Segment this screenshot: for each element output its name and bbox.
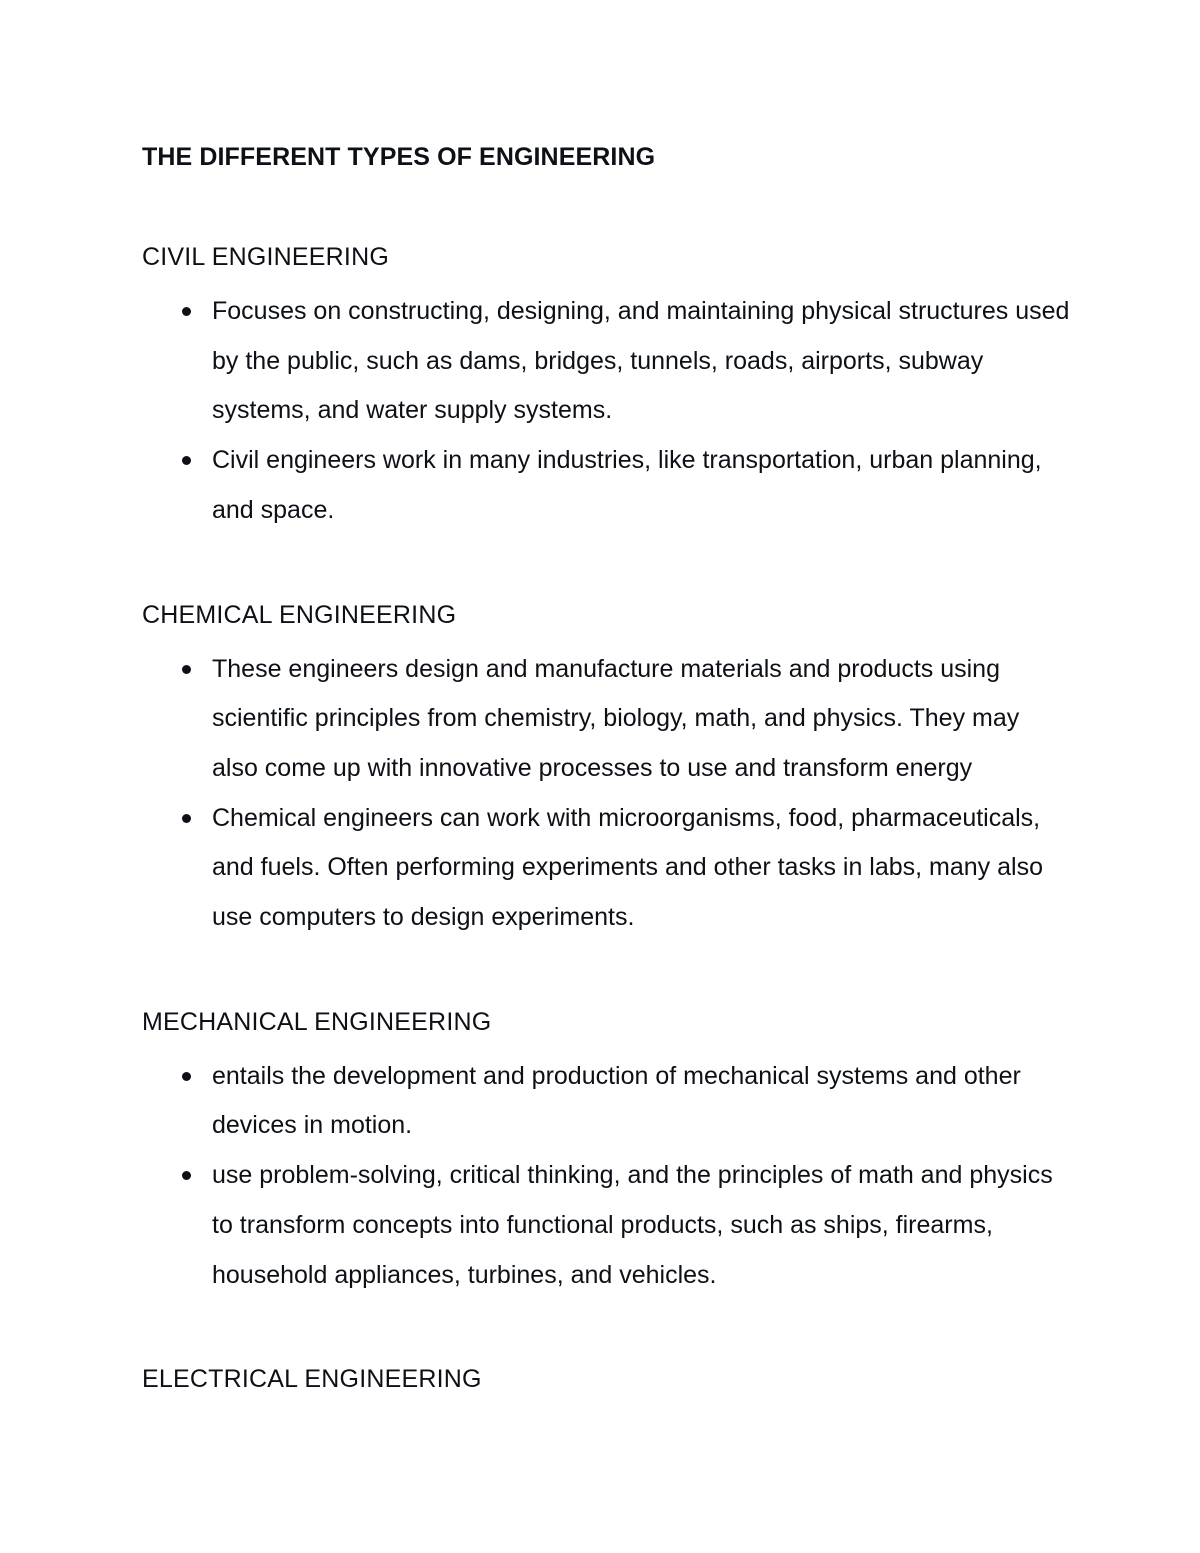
document-page: [142, 138, 1070, 1398]
section-heading: CIVIL ENGINEERING: [142, 243, 389, 271]
bullet-list: [142, 287, 1070, 536]
list-item-text: Focuses on constructing, designing, and maintaining physical structures used by the public, such as dams, bridges, tunnels, roads, airports, subway systems, and water supply systems.: [212, 297, 1070, 425]
bullet-icon: [182, 814, 191, 823]
bullet-list: [142, 1052, 1062, 1301]
section-heading: MECHANICAL ENGINEERING: [142, 1007, 492, 1036]
bullet-icon: [182, 665, 191, 674]
document-title: THE DIFFERENT TYPES OF ENGINEERING: [142, 143, 656, 171]
list-item-text: use problem-solving, critical thinking, and the principles of math and physics to transform concepts into functional products, such as ships, firearms, household appliances, turbines, and vehicles.: [212, 1161, 1053, 1289]
list-item: [142, 1151, 1072, 1300]
section-heading: ELECTRICAL ENGINEERING: [142, 1365, 482, 1394]
section-mechanical-engineering: [142, 1003, 1062, 1301]
list-item-text: These engineers design and manufacture materials and products using scientific principles from chemistry, biology, math, and physics. They may also come up with innovative processes to use and transform energy: [212, 654, 1020, 782]
bullet-icon: [182, 1072, 191, 1081]
list-item-text: entails the development and production of mechanical systems and other devices in motion.: [212, 1061, 1021, 1140]
bullet-icon: [182, 1171, 191, 1180]
section-civil-engineering: [142, 238, 1070, 536]
list-item-text: Chemical engineers can work with microorganisms, food, pharmaceuticals, and fuels. Often performing experiments and other tasks in labs, many also use computers to design experiments.: [212, 803, 1043, 932]
list-item: [142, 794, 1072, 943]
section-heading: CHEMICAL ENGINEERING: [142, 600, 457, 629]
bullet-list: [142, 645, 1062, 943]
list-item-text: Civil engineers work in many industries, like transportation, urban planning, and space.: [212, 446, 1042, 524]
bullet-icon: [182, 456, 191, 465]
list-item: [142, 436, 1072, 535]
section-chemical-engineering: [142, 596, 1062, 943]
section-electrical-engineering: [142, 1360, 1062, 1398]
list-item: [142, 287, 1072, 436]
list-item: [142, 645, 1072, 794]
bullet-icon: [182, 307, 191, 316]
list-item: [142, 1052, 1072, 1151]
